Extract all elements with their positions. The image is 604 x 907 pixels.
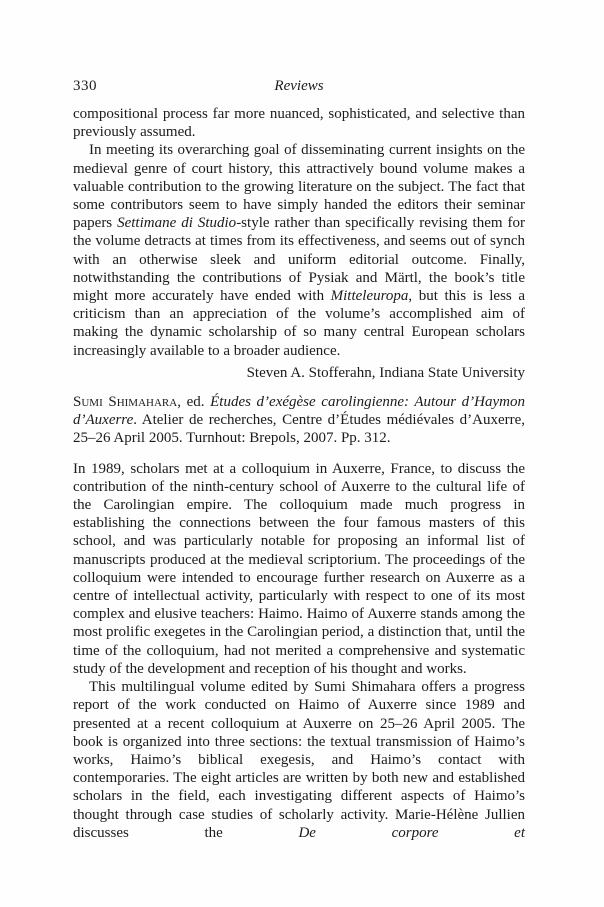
para-body: [73, 141, 525, 359]
text-run: Sumi Shimahara: [73, 394, 178, 411]
text-run: In meeting its overarching goal of disseminating current insights on the medieval genre of court history, this attractively bound volume makes a valuable contribution to the growing literature on the subject. The fact that some contributors seem to have simply handed the editors their seminar papers: [73, 142, 525, 232]
review-citation: [73, 393, 525, 448]
text-run: Settimane di Studio: [117, 215, 237, 232]
text-run: Études d’exégèse carolingienne: Autour d’Haymon d’Auxerre: [73, 394, 525, 429]
text-run: This multilingual volume edited by Sumi Shimahara offers a progress report of the work conducted on Haimo of Auxerre since 1989 and presented at a recent colloquium at Auxerre on 25–26 April 2005. The book is organized into three sections: the textual transmission of Haimo’s works, Haimo’s biblical exegesis, and Haimo’s contact with contemporaries. The eight articles are written by both new and established scholars in the field, each investigating different aspects of Haimo’s thought through case studies of scholarly activity. Marie-Hélène Jullien discusses the: [73, 679, 525, 841]
reviewer-attribution: [73, 364, 525, 382]
text-run: In 1989, scholars met at a colloquium in Auxerre, France, to discuss the contribution of the ninth-century school of Auxerre to the cultural life of the Carolingian empire. The colloquium made much progress in establishing the connections between the four famous masters of this school, and was particularly notable for proposing an informal list of manuscripts produced at the medieval scriptorium. The proceedings of the colloquium were intended to encourage further research on Auxerre as a centre of intellectual activity, particularly with respect to one of its most complex and elusive teachers: Haimo. Haimo of Auxerre stands among the most prolific exegetes in the Carolingian period, a distinction that, until the time of the colloquium, had not merited a comprehensive and systematic study of the development and reception of his thought and works.: [73, 460, 525, 677]
text-run: , ed.: [177, 394, 211, 411]
text-run: compositional process far more nuanced, sophisticated, and selective than previously assumed.: [73, 106, 525, 141]
para-body: [73, 678, 525, 842]
page-number: 330: [73, 78, 97, 94]
text-run: Steven A. Stofferahn, Indiana State University: [246, 364, 525, 381]
running-title: Reviews: [274, 78, 324, 94]
para-continuation: [73, 105, 525, 141]
page-content: [73, 105, 525, 842]
text-run: De corpore et: [298, 824, 525, 841]
para-body: [73, 460, 525, 678]
text-run: . Atelier de recherches, Centre d’Études médiévales d’Auxerre, 25–26 April 2005. Turnhout: Brepols, 2007. Pp. 312.: [73, 412, 525, 447]
text-run: , but this is less a criticism than an appreciation of the volume’s accomplished aim of making the dynamic scholarship of so many central European scholars increasingly available to a broader audience.: [73, 288, 525, 359]
page-header: [73, 78, 525, 95]
text-run: Mitteleuropa: [330, 288, 409, 305]
text-run: -style rather than specifically revising them for the volume detracts at times from its effectiveness, and seems out of synch with an otherwise sleek and uniform editorial outcome. Finally, notwithstanding the contributions of Pysiak and Märtl, the book’s title might more accurately have ended with: [73, 215, 525, 305]
